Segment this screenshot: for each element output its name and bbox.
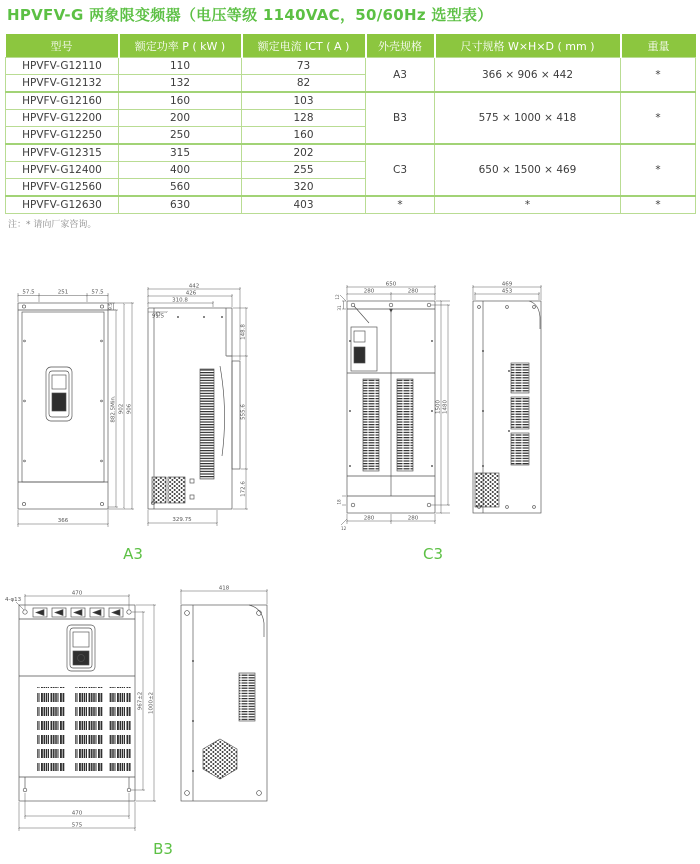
cell-current: 403 — [242, 196, 366, 214]
cell-size: 366 × 906 × 442 — [435, 58, 621, 93]
col-header-current: 额定电流 ICT ( A ) — [242, 34, 366, 58]
cell-model: HPVFV-G12160 — [6, 92, 119, 110]
cell-power: 160 — [119, 92, 242, 110]
selection-table — [5, 34, 696, 214]
cell-model: HPVFV-G12110 — [6, 58, 119, 75]
fan-grille — [168, 477, 185, 503]
table-row — [6, 196, 696, 214]
cell-weight: * — [621, 92, 696, 144]
svg-text:442: 442 — [188, 283, 200, 290]
col-header-power: 额定功率 P ( kW ) — [119, 34, 242, 58]
a3-dimension-drawing — [8, 281, 308, 541]
table-row — [6, 58, 696, 75]
svg-text:470: 470 — [71, 810, 83, 817]
vent-louvers — [511, 363, 529, 393]
a3-front-view — [18, 303, 108, 509]
svg-text:172.6: 172.6 — [240, 481, 247, 497]
col-header-weight: 重量 — [621, 34, 696, 58]
svg-text:9.5: 9.5 — [108, 303, 113, 310]
col-header-model: 型号 — [6, 34, 119, 58]
footnote: 注：* 请向厂家咨询。 — [8, 220, 97, 230]
cell-current: 160 — [242, 127, 366, 145]
cell-current: 255 — [242, 162, 366, 179]
cell-power: 560 — [119, 179, 242, 197]
vent-louvers — [397, 379, 413, 471]
svg-text:91.5: 91.5 — [151, 313, 165, 320]
svg-text:906: 906 — [126, 403, 133, 415]
svg-text:575: 575 — [71, 822, 83, 829]
cell-current: 128 — [242, 110, 366, 127]
c3-front-view — [347, 301, 435, 513]
svg-text:57.5: 57.5 — [22, 289, 35, 296]
b3-dimension-drawing — [3, 581, 298, 843]
svg-text:31: 31 — [337, 305, 342, 311]
cell-power: 250 — [119, 127, 242, 145]
cell-power: 132 — [119, 75, 242, 93]
svg-text:280: 280 — [363, 515, 375, 522]
svg-text:426: 426 — [185, 290, 197, 297]
svg-text:57.5: 57.5 — [91, 289, 104, 296]
svg-text:366: 366 — [57, 518, 69, 524]
label-a3: A3 — [123, 545, 143, 563]
cell-size: 575 × 1000 × 418 — [435, 92, 621, 144]
table-row — [6, 144, 696, 162]
svg-text:251: 251 — [57, 289, 69, 296]
svg-text:280: 280 — [363, 288, 375, 295]
svg-text:18: 18 — [336, 499, 342, 505]
c3-side-dimensions — [473, 282, 541, 301]
cell-model: HPVFV-G12200 — [6, 110, 119, 127]
svg-text:310.8: 310.8 — [172, 297, 188, 304]
label-c3: C3 — [422, 545, 444, 563]
svg-text:453: 453 — [501, 288, 513, 295]
cell-model: HPVFV-G12560 — [6, 179, 119, 197]
svg-text:555.6: 555.6 — [240, 404, 247, 420]
cell-weight: * — [621, 144, 696, 196]
svg-text:12: 12 — [335, 294, 340, 300]
cell-model: HPVFV-G12315 — [6, 144, 119, 162]
cell-model: HPVFV-G12250 — [6, 127, 119, 145]
svg-text:4-φ13: 4-φ13 — [5, 597, 22, 603]
svg-text:280: 280 — [407, 515, 419, 522]
fan-grille — [152, 477, 166, 503]
svg-text:882.5Min.: 882.5Min. — [110, 395, 117, 423]
cell-model: HPVFV-G12132 — [6, 75, 119, 93]
svg-text:902: 902 — [118, 403, 125, 415]
cell-frame: B3 — [366, 92, 435, 144]
b3-front-view — [19, 605, 135, 801]
b3-side-dimensions — [181, 586, 267, 605]
c3-front-dimensions — [335, 282, 450, 532]
col-header-frame: 外壳规格 — [366, 34, 435, 58]
svg-text:967±2: 967±2 — [137, 691, 144, 711]
vent-grid — [109, 687, 131, 771]
cell-current: 202 — [242, 144, 366, 162]
label-b3: B3 — [153, 840, 173, 858]
c3-dimension-drawing — [333, 281, 568, 543]
vent-louvers — [511, 433, 529, 465]
svg-text:469: 469 — [501, 281, 513, 288]
cell-frame: * — [366, 196, 435, 214]
cell-model: HPVFV-G12400 — [6, 162, 119, 179]
cell-current: 320 — [242, 179, 366, 197]
cell-frame: A3 — [366, 58, 435, 93]
c3-side-view — [473, 301, 541, 513]
col-header-size: 尺寸规格 W×H×D ( mm ) — [435, 34, 621, 58]
cell-size: 650 × 1500 × 469 — [435, 144, 621, 196]
vent-louvers — [363, 379, 379, 471]
cell-current: 82 — [242, 75, 366, 93]
svg-text:148.8: 148.8 — [240, 324, 247, 340]
svg-text:418: 418 — [218, 585, 230, 592]
svg-text:650: 650 — [385, 281, 397, 288]
cell-size: * — [435, 196, 621, 214]
cell-power: 110 — [119, 58, 242, 75]
vent-louvers — [511, 397, 529, 429]
cell-power: 630 — [119, 196, 242, 214]
svg-text:1500: 1500 — [435, 400, 442, 414]
table-header-row — [6, 34, 696, 58]
cell-power: 400 — [119, 162, 242, 179]
vent-grid — [75, 687, 103, 771]
svg-text:1000±2: 1000±2 — [148, 691, 155, 715]
svg-text:470: 470 — [71, 590, 83, 597]
table-row — [6, 92, 696, 110]
cell-frame: C3 — [366, 144, 435, 196]
svg-text:329.75: 329.75 — [172, 517, 192, 523]
cell-current: 73 — [242, 58, 366, 75]
page-title: HPVFV-G 两象限变频器（电压等级 1140VAC，50/60Hz 选型表） — [7, 6, 493, 24]
svg-text:1480: 1480 — [442, 400, 449, 414]
a3-front-dimensions — [18, 290, 134, 528]
fan-grille — [203, 739, 237, 779]
svg-text:280: 280 — [407, 288, 419, 295]
cell-weight: * — [621, 58, 696, 93]
vent-louvers — [239, 673, 255, 721]
b3-side-view — [181, 605, 267, 801]
cell-weight: * — [621, 196, 696, 214]
fan-grille — [475, 473, 499, 507]
svg-text:12: 12 — [341, 526, 347, 531]
a3-side-view — [148, 308, 240, 509]
cell-current: 103 — [242, 92, 366, 110]
mounting-hole — [127, 610, 131, 614]
cell-power: 315 — [119, 144, 242, 162]
heatsink-fins — [200, 369, 214, 479]
cell-power: 200 — [119, 110, 242, 127]
cell-model: HPVFV-G12630 — [6, 196, 119, 214]
vent-grid — [37, 687, 65, 771]
mounting-hole — [23, 610, 27, 614]
